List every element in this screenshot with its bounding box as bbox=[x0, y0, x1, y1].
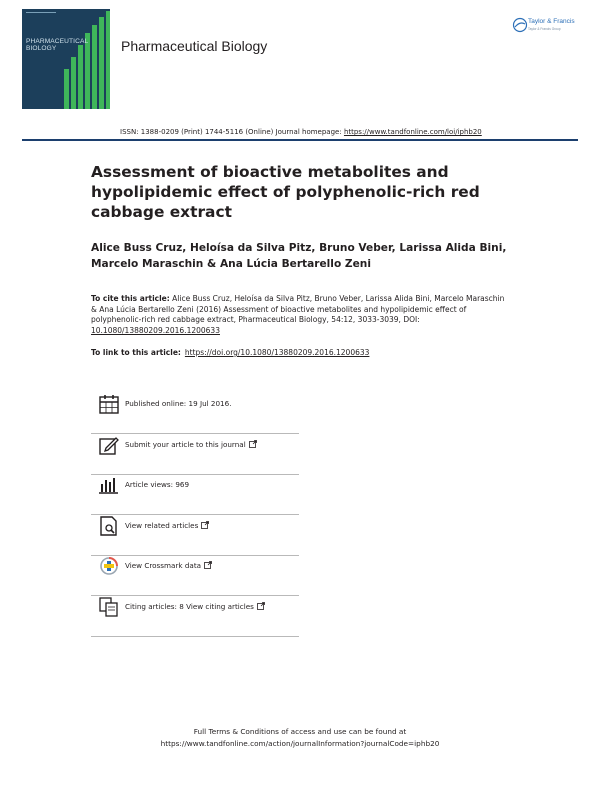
article-title: Assessment of bioactive metabolites and hypolipidemic effect of polyphenolic-rich red cabbage extract bbox=[91, 163, 480, 221]
header-rule bbox=[22, 139, 578, 141]
edit-icon bbox=[98, 434, 120, 456]
footer-terms-link[interactable]: https://www.tandfonline.com/action/journalInformation?journalCode=iphb20 bbox=[160, 738, 440, 748]
citation-text: Alice Buss Cruz, Heloísa da Silva Pitz, Bruno Veber, Larissa Alida Bini, Marcelo Maraschin & Ana Lúcia Bertarello Zeni (2016) Assessment of bioactive metabolites and hypolipidemic effect of polyphenolic-rich red cabbage extract, Pharmaceutical Biology, 54:12, 3033-3039, DOI: bbox=[91, 294, 505, 325]
citing-articles-row[interactable] bbox=[91, 596, 299, 637]
cover-bars-graphic bbox=[22, 9, 110, 109]
crossmark-label: View Crossmark data bbox=[125, 561, 202, 570]
issn-line bbox=[120, 128, 482, 136]
external-link-icon bbox=[204, 561, 212, 569]
published-online-row bbox=[91, 393, 299, 434]
issn-text: ISSN: 1388-0209 (Print) 1744-5116 (Online) Journal homepage: bbox=[120, 128, 344, 136]
citation-label: To cite this article: bbox=[91, 294, 170, 303]
article-doi-link[interactable]: https://doi.org/10.1080/13880209.2016.1200633 bbox=[184, 348, 370, 357]
submit-article-link[interactable] bbox=[125, 440, 257, 449]
article-authors: Alice Buss Cruz, Heloísa da Silva Pitz, Bruno Veber, Larissa Alida Bini, Marcelo Maraschin & Ana Lúcia Bertarello Zeni bbox=[91, 242, 507, 270]
footer-terms-text: Full Terms & Conditions of access and use can be found at bbox=[193, 727, 407, 736]
publisher-logo[interactable] bbox=[510, 13, 584, 41]
submit-article-label: Submit your article to this journal bbox=[125, 440, 246, 449]
external-link-icon bbox=[201, 521, 209, 529]
citing-articles-link[interactable] bbox=[125, 602, 265, 611]
related-articles-label: View related articles bbox=[125, 521, 199, 530]
submit-article-row[interactable] bbox=[91, 434, 299, 475]
calendar-icon bbox=[98, 393, 120, 415]
bar-chart-icon bbox=[98, 474, 120, 496]
cover-title bbox=[26, 38, 110, 53]
cover-title-line1: PHARMACEUTICAL bbox=[26, 38, 89, 45]
external-link-icon bbox=[257, 602, 265, 610]
crossmark-link[interactable] bbox=[125, 561, 212, 570]
publisher-sub: Taylor & Francis Group bbox=[528, 27, 561, 31]
citing-articles-label: Citing articles: 8 View citing articles bbox=[125, 602, 254, 611]
article-link-block bbox=[91, 348, 369, 357]
journal-cover-image bbox=[22, 9, 110, 109]
external-link-icon bbox=[249, 440, 257, 448]
publisher-brand: Taylor & Francis bbox=[528, 18, 575, 25]
cover-title-line2: BIOLOGY bbox=[26, 45, 57, 53]
search-document-icon bbox=[98, 515, 120, 537]
footer bbox=[0, 726, 600, 749]
crossmark-icon bbox=[98, 555, 120, 577]
crossmark-row[interactable] bbox=[91, 555, 299, 596]
article-views-row bbox=[91, 474, 299, 515]
article-views-text: Article views: 969 bbox=[125, 480, 190, 489]
published-online-text: Published online: 19 Jul 2016. bbox=[125, 399, 232, 408]
taylor-francis-logo-icon bbox=[512, 17, 528, 33]
citation-block bbox=[91, 294, 511, 336]
citing-articles-icon bbox=[98, 596, 120, 618]
citation-doi-link[interactable]: 10.1080/13880209.2016.1200633 bbox=[91, 325, 220, 335]
journal-homepage-link[interactable]: https://www.tandfonline.com/loi/iphb20 bbox=[343, 128, 482, 136]
journal-title[interactable]: Pharmaceutical Biology bbox=[121, 38, 268, 54]
related-articles-link[interactable] bbox=[125, 521, 209, 530]
link-label: To link to this article: bbox=[91, 348, 181, 357]
related-articles-row[interactable] bbox=[91, 515, 299, 556]
